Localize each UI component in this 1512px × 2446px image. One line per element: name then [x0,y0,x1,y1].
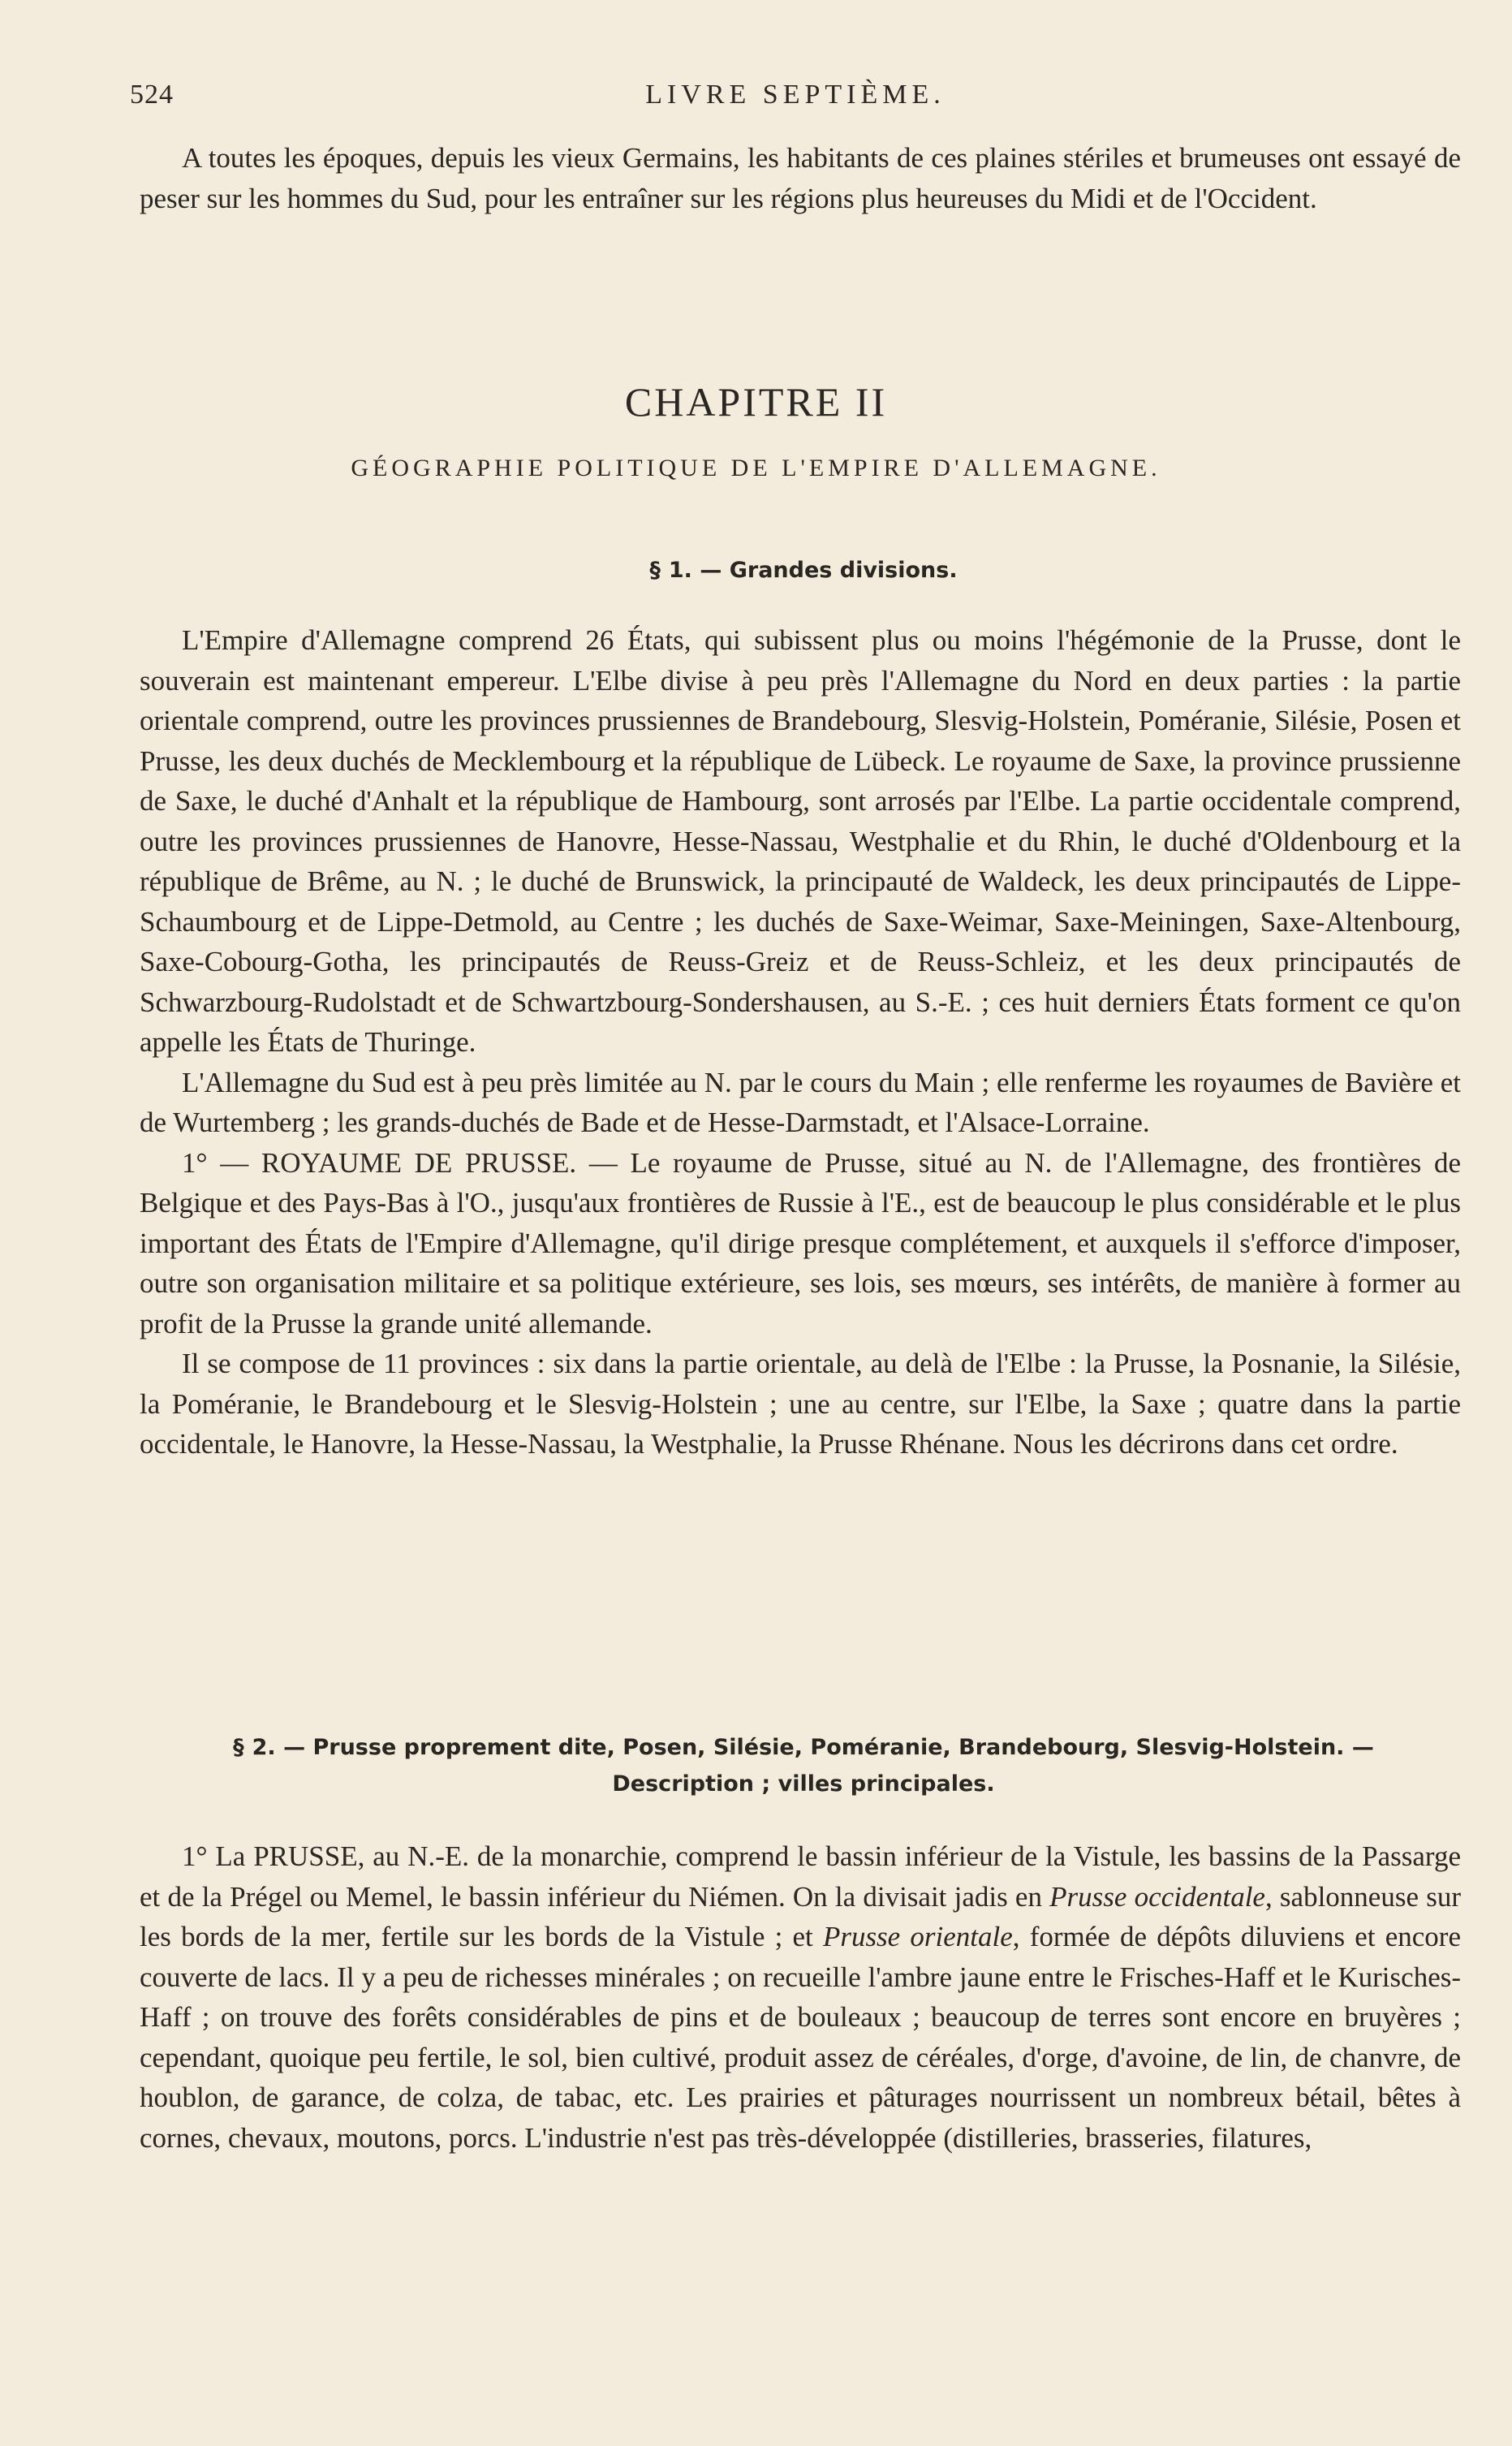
chapter-subtitle: GÉOGRAPHIE POLITIQUE DE L'EMPIRE D'ALLEMAGNE. [351,455,1161,481]
paragraph-royaume-de-prusse: 1° — ROYAUME DE PRUSSE. — Le royaume de Prusse, situé au N. de l'Allemagne, des frontières de Belgique et des Pays-Bas à l'O., jusqu'aux frontières de Russie à l'E., est de beaucoup le plus considérable et le plus important des États de l'Empire d'Allemagne, qu'il dirige presque complétement, et auxquels il s'efforce d'imposer, outre son organisation militaire et sa politique extérieure, ses lois, ses mœurs, ses intérêts, de manière à former au profit de la Prusse la grande unité allemande. [140,1146,1461,1339]
section-1-heading-text: 1. — Grandes divisions. [668,558,958,583]
intro-paragraph-block [140,138,1461,218]
section-2-body [140,1836,1461,2158]
section-2-heading-line2: Description ; villes principales. [612,1771,995,1797]
section-1-heading [146,552,1461,589]
paragraph-grandes-divisions: L'Empire d'Allemagne comprend 26 États, qui subissent plus ou moins l'hégémonie de la Prusse, dont le souverain est maintenant empereur. L'Elbe divise à peu près l'Allemagne du Nord en deux parties : la partie orientale comprend, outre les provinces prussiennes de Brandebourg, Slesvig-Holstein, Poméranie, Silésie, Posen et Prusse, les deux duchés de Mecklembourg et la république de Lübeck. Le royaume de Saxe, la province prussienne de Saxe, le duché d'Anhalt et la république de Hambourg, sont arrosés par l'Elbe. La partie occidentale comprend, outre les provinces prussiennes de Hanovre, Hesse-Nassau, Westphalie et du Rhin, le duché d'Oldenbourg et la république de Brême, au N. ; le duché de Brunswick, la principauté de Waldeck, les deux principautés de Lippe-Schaumbourg et de Lippe-Detmold, au Centre ; les duchés de Saxe-Weimar, Saxe-Meiningen, Saxe-Altenbourg, Saxe-Cobourg-Gotha, les principautés de Reuss-Greiz et de Reuss-Schleiz, et les deux principautés de Schwarzbourg-Rudolstadt et de Schwartzbourg-Sondershausen, au S.-E. ; ces huit derniers États forment ce qu'on appelle les États de Thuringe. [140,624,1461,1058]
chapter-title: CHAPITRE II [624,379,888,425]
page-number: 524 [130,80,174,110]
prusse-text-part2: , sablonneuse sur les bords de la mer, fertile sur les bords de la Vistule ; et [140,1880,1461,1952]
prusse-occidentale-term: Prusse occidentale [1049,1880,1265,1913]
paragraph-allemagne-du-sud: L'Allemagne du Sud est à peu près limitée au N. par le cours du Main ; elle renferme les royaumes de Bavière et de Wurtemberg ; les grands-duchés de Bade et de Hesse-Darmstadt, et l'Alsace-Lorraine. [140,1066,1461,1138]
prusse-text-part1: 1° La PRUSSE, au N.-E. de la monarchie, comprend le bassin inférieur de la Vistule, les bassins de la Passarge et de la Prégel ou Memel, le bassin inférieur du Niémen. On la divisait jadis en [140,1840,1461,1913]
prusse-text-part3: , formée de dépôts diluviens et encore couverte de lacs. Il y a peu de richesses minérales ; on recueille l'ambre jaune entre le Frisches-Haff et le Kurisches-Haff ; on trouve des forêts considérables de pins et de bouleaux ; beaucoup de terres sont encore en bruyères ; cependant, quoique peu fertile, le sol, bien cultivé, produit assez de céréales, d'orge, d'avoine, de lin, de chanvre, de houblon, de garance, de colza, de tabac, etc. Les prairies et pâturages nourrissent un nombreux bétail, bêtes à cornes, chevaux, moutons, porcs. L'industrie n'est pas très-développée (distilleries, brasseries, filatures, [140,1921,1461,2154]
intro-paragraph: A toutes les époques, depuis les vieux Germains, les habitants de ces plaines stériles et brumeuses ont essayé de peser sur les hommes du Sud, pour les entraîner sur les régions plus heureuses du Midi et de l'Occident. [140,142,1461,214]
section-2-heading [146,1729,1461,1802]
running-title: LIVRE SEPTIÈME. [645,80,946,110]
section-2-heading-line1: 2. — Prusse proprement dite, Posen, Silésie, Poméranie, Brandebourg, Slesvig-Holstein. — [252,1735,1374,1760]
paragraph-provinces: Il se compose de 11 provinces : six dans la partie orientale, au delà de l'Elbe : la Prusse, la Posnanie, la Silésie, la Poméranie, le Brandebourg et le Slesvig-Holstein ; une au centre, sur l'Elbe, la Saxe ; quatre dans la partie occidentale, le Hanovre, la Hesse-Nassau, la Westphalie, la Prusse Rhénane. Nous les décrirons dans cet ordre. [140,1348,1461,1460]
running-head [130,80,1461,120]
paragraph-prusse [140,1836,1461,2158]
prusse-orientale-term: Prusse orientale [822,1921,1013,1952]
section-1-body [140,620,1461,1465]
section-symbol: § [649,558,661,583]
section-symbol: § [233,1735,244,1760]
